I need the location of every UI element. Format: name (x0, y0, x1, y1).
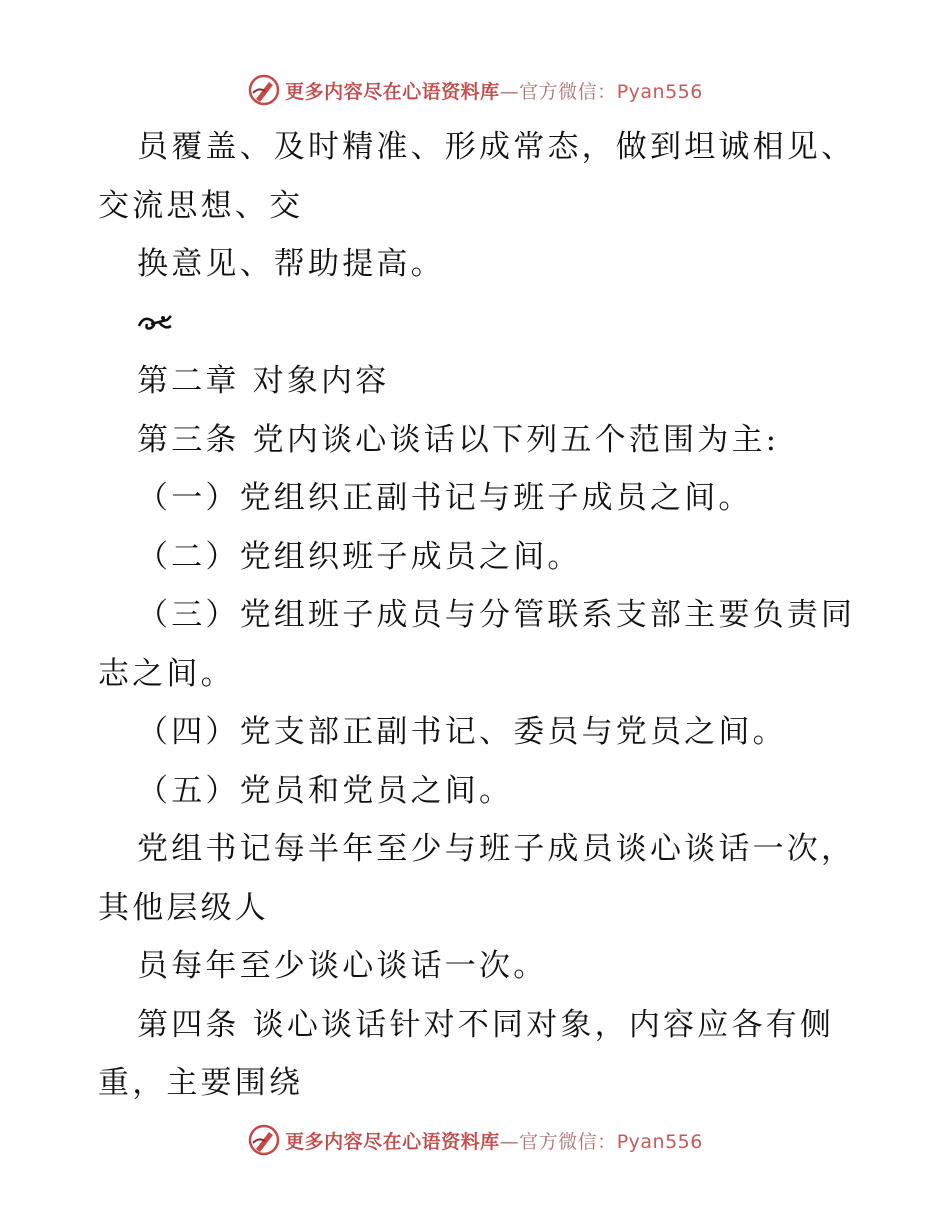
chapter-heading: 第二章 对象内容 (137, 363, 390, 399)
ornament-row (98, 294, 858, 353)
banner-title: 更多内容尽在心语资料库 (285, 1130, 500, 1153)
list-item: （三）党组班子成员与分管联系支部主要负责同 (137, 597, 856, 633)
banner-dash: — (499, 1130, 520, 1153)
list-item-continuation: 志之间。 (98, 655, 235, 692)
banner-dash: — (499, 80, 520, 103)
banner-official: 官方微信： (519, 80, 617, 103)
banner-text (285, 1127, 703, 1154)
banner-wechat-id: Pyan556 (616, 1130, 703, 1153)
banner-title: 更多内容尽在心语资料库 (285, 80, 500, 103)
list-item: （四）党支部正副书记、委员与党员之间。 (137, 714, 787, 750)
list-item: （二）党组织班子成员之间。 (137, 538, 582, 575)
paragraph-line: 员覆盖、及时精准、形成常态，做到坦诚相见、 (137, 129, 856, 165)
paragraph-line: 换意见、帮助提高。 (137, 246, 445, 282)
list-item: （五）党员和党员之间。 (137, 772, 514, 809)
footer-banner (0, 1118, 950, 1162)
banner-official: 官方微信： (519, 1130, 617, 1153)
document-body (98, 118, 858, 1113)
pen-logo-icon (247, 1123, 281, 1157)
banner-text (285, 77, 703, 104)
paragraph-line: 员每年至少谈心谈话一次。 (137, 948, 548, 984)
paragraph-line: 其他层级人 (98, 889, 269, 926)
pen-logo-icon (247, 73, 281, 107)
flourish-ornament-icon (137, 312, 173, 334)
banner-wechat-id: Pyan556 (616, 80, 703, 103)
article-line: 第四条 谈心谈话针对不同对象，内容应各有侧 (137, 1006, 835, 1043)
header-banner (0, 68, 950, 112)
paragraph-line: 党组书记每半年至少与班子成员谈心谈话一次， (137, 831, 856, 867)
paragraph-line: 交流思想、交 (98, 187, 304, 224)
list-item: （一）党组织正副书记与班子成员之间。 (137, 480, 753, 516)
paragraph-line: 重，主要围绕 (98, 1065, 304, 1101)
article-line: 第三条 党内谈心谈话以下列五个范围为主: (137, 421, 780, 458)
